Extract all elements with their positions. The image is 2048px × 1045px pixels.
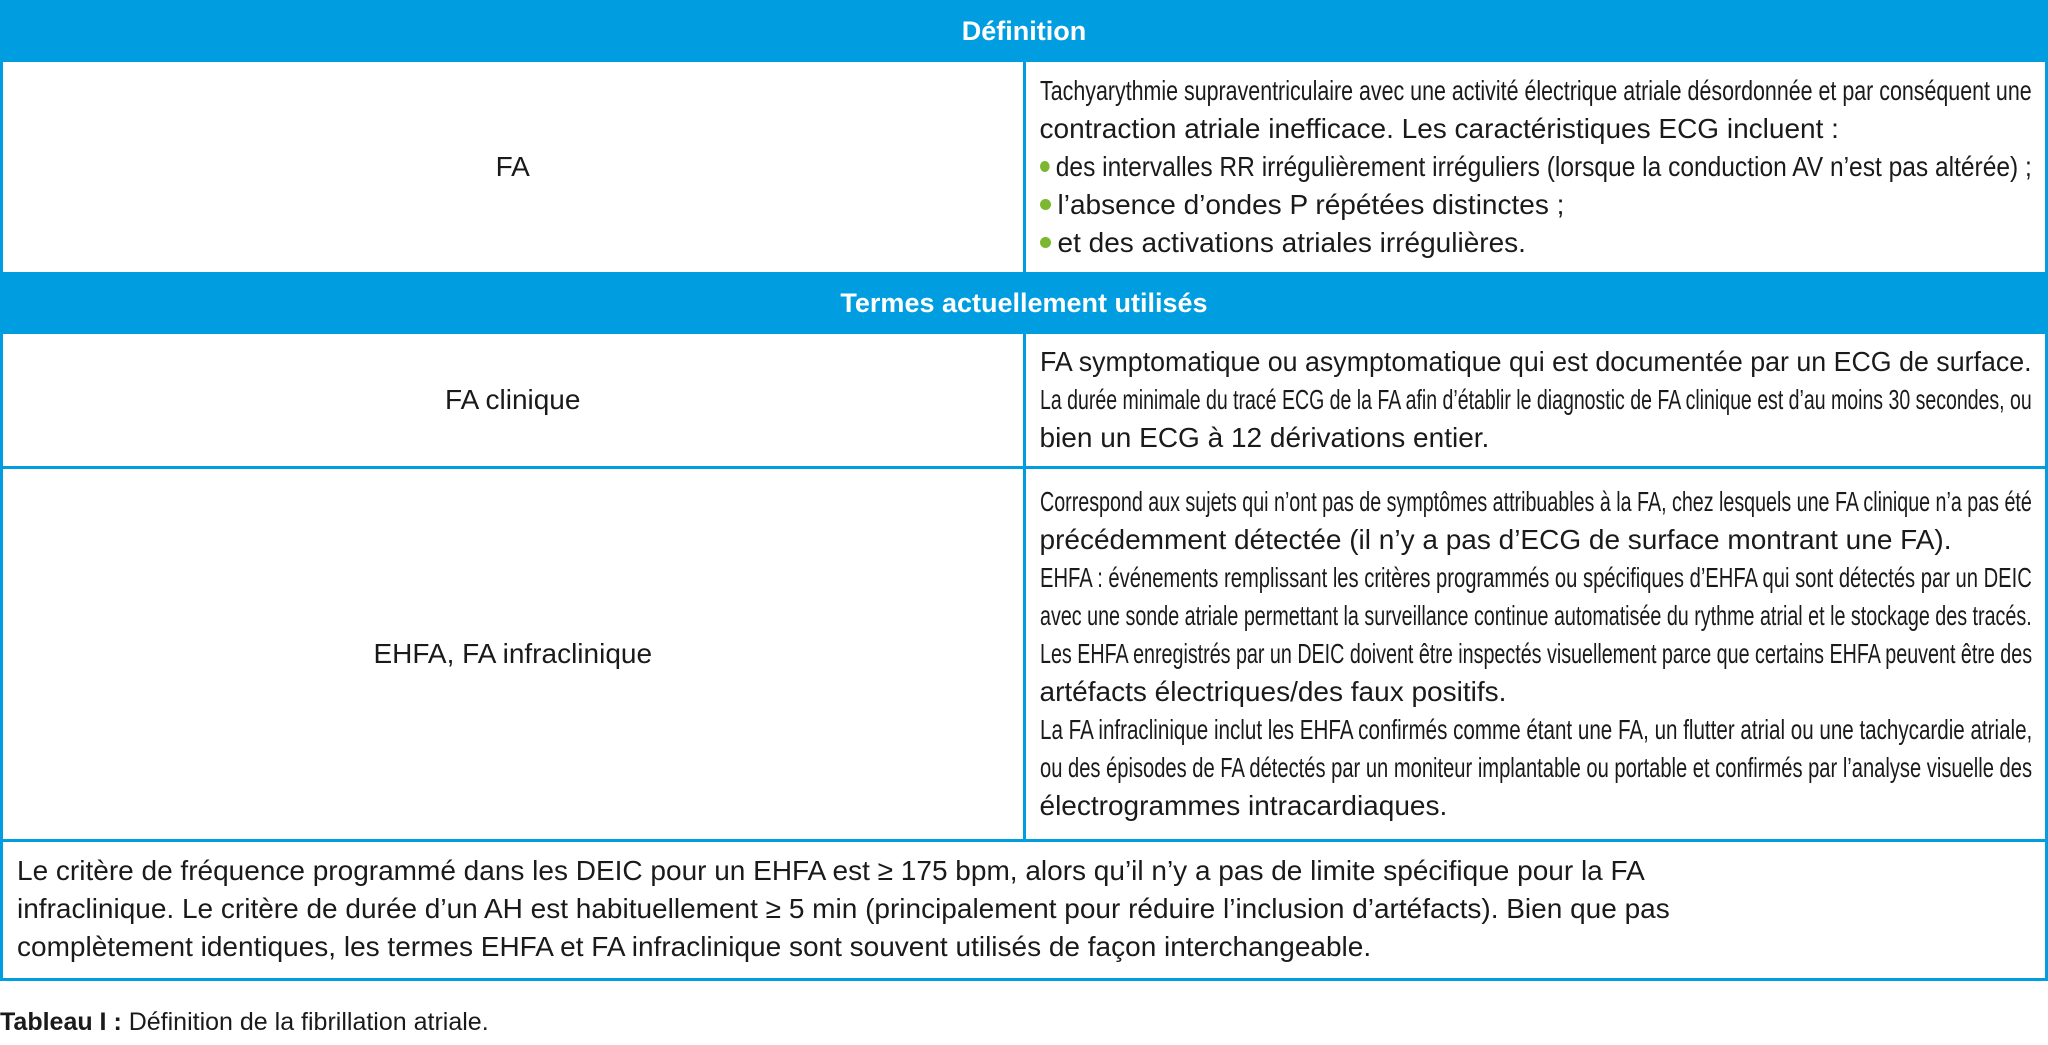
table-row-fa-clinique [2,333,2047,468]
term-cell: EHFA, FA infraclinique [2,468,1025,841]
text-line: La durée minimale du tracé ECG de la FA afin d’établir le diagnostic de FA clinique est d’au moins 30 secondes, ou [1039,384,2032,415]
text-line: avec une sonde atriale permettant la surveillance continue automatisée du rythme atrial et le stockage des tracés. [1039,600,2032,631]
text-line: Tachyarythmie supraventriculaire avec une activité électrique atriale désordonnée et par conséquent une [1039,75,2032,106]
text-line: Les EHFA enregistrés par un DEIC doivent être inspectés visuellement parce que certains EHFA peuvent être des [1039,638,2032,669]
caption-label: Tableau I : [0,1008,122,1036]
text-line: Correspond aux sujets qui n’ont pas de symptômes attribuables à la FA, chez lesquels une FA clinique n’a pas été [1039,486,2032,517]
text-line: bien un ECG à 12 dérivations entier. [1039,422,1490,453]
table-footnote-row [2,841,2047,980]
bullet-item [1040,186,1565,224]
bullet-text: l’absence d’ondes P répétées distinctes ; [1057,189,1565,220]
footnote-cell [2,841,2047,980]
text-line: artéfacts électriques/des faux positifs. [1039,676,1507,707]
text-line: La FA infraclinique inclut les EHFA confirmés comme étant une FA, un flutter atrial ou une tachycardie atriale, [1039,714,2032,745]
term-cell: FA clinique [2,333,1025,468]
table-row-ehfa [2,468,2047,841]
description-cell [1024,333,2047,468]
text-line: contraction atriale inefficace. Les caractéristiques ECG incluent : [1039,113,1839,144]
bullet-icon [1040,199,1051,210]
section-title: Termes actuellement utilisés [2,274,2047,333]
text-line: complètement identiques, les termes EHFA et FA infraclinique sont souvent utilisés de façon interchangeable. [17,931,1372,962]
text-line: ou des épisodes de FA détectés par un moniteur implantable ou portable et confirmés par l’analyse visuelle des [1039,752,2032,783]
text-line: infraclinique. Le critère de durée d’un AH est habituellement ≥ 5 min (principalement pour réduire l’inclusion d’artéfacts). Bien que pas [17,893,1670,924]
table-caption [0,1008,489,1037]
section-header-terms [2,274,2047,333]
section-header-definition [2,2,2047,61]
bullet-text: des intervalles RR irrégulièrement irréguliers (lorsque la conduction AV n’est pas altérée) ; [1055,151,2032,182]
bullet-item [1040,224,1526,262]
bullet-text: et des activations atriales irrégulières. [1057,227,1526,258]
bullet-item [1040,148,2032,186]
text-line: FA symptomatique ou asymptomatique qui est documentée par un ECG de surface. [1039,346,2032,377]
text-line: EHFA : événements remplissant les critères programmés ou spécifiques d’EHFA qui sont détectés par un DEIC [1039,562,2032,593]
bullet-icon [1040,161,1050,172]
section-title: Définition [2,2,2047,61]
table-row-fa [2,61,2047,274]
term-cell: FA [2,61,1025,274]
description-cell [1024,61,2047,274]
text-line: Le critère de fréquence programmé dans les DEIC pour un EHFA est ≥ 175 bpm, alors qu’il n’y a pas de limite spécifique pour la FA [17,855,1645,886]
text-line: électrogrammes intracardiaques. [1039,790,1448,821]
text-line: précédemment détectée (il n’y a pas d’ECG de surface montrant une FA). [1039,524,1952,555]
bullet-icon [1040,237,1051,248]
description-cell [1024,468,2047,841]
caption-text: Définition de la fibrillation atriale. [121,1008,489,1036]
